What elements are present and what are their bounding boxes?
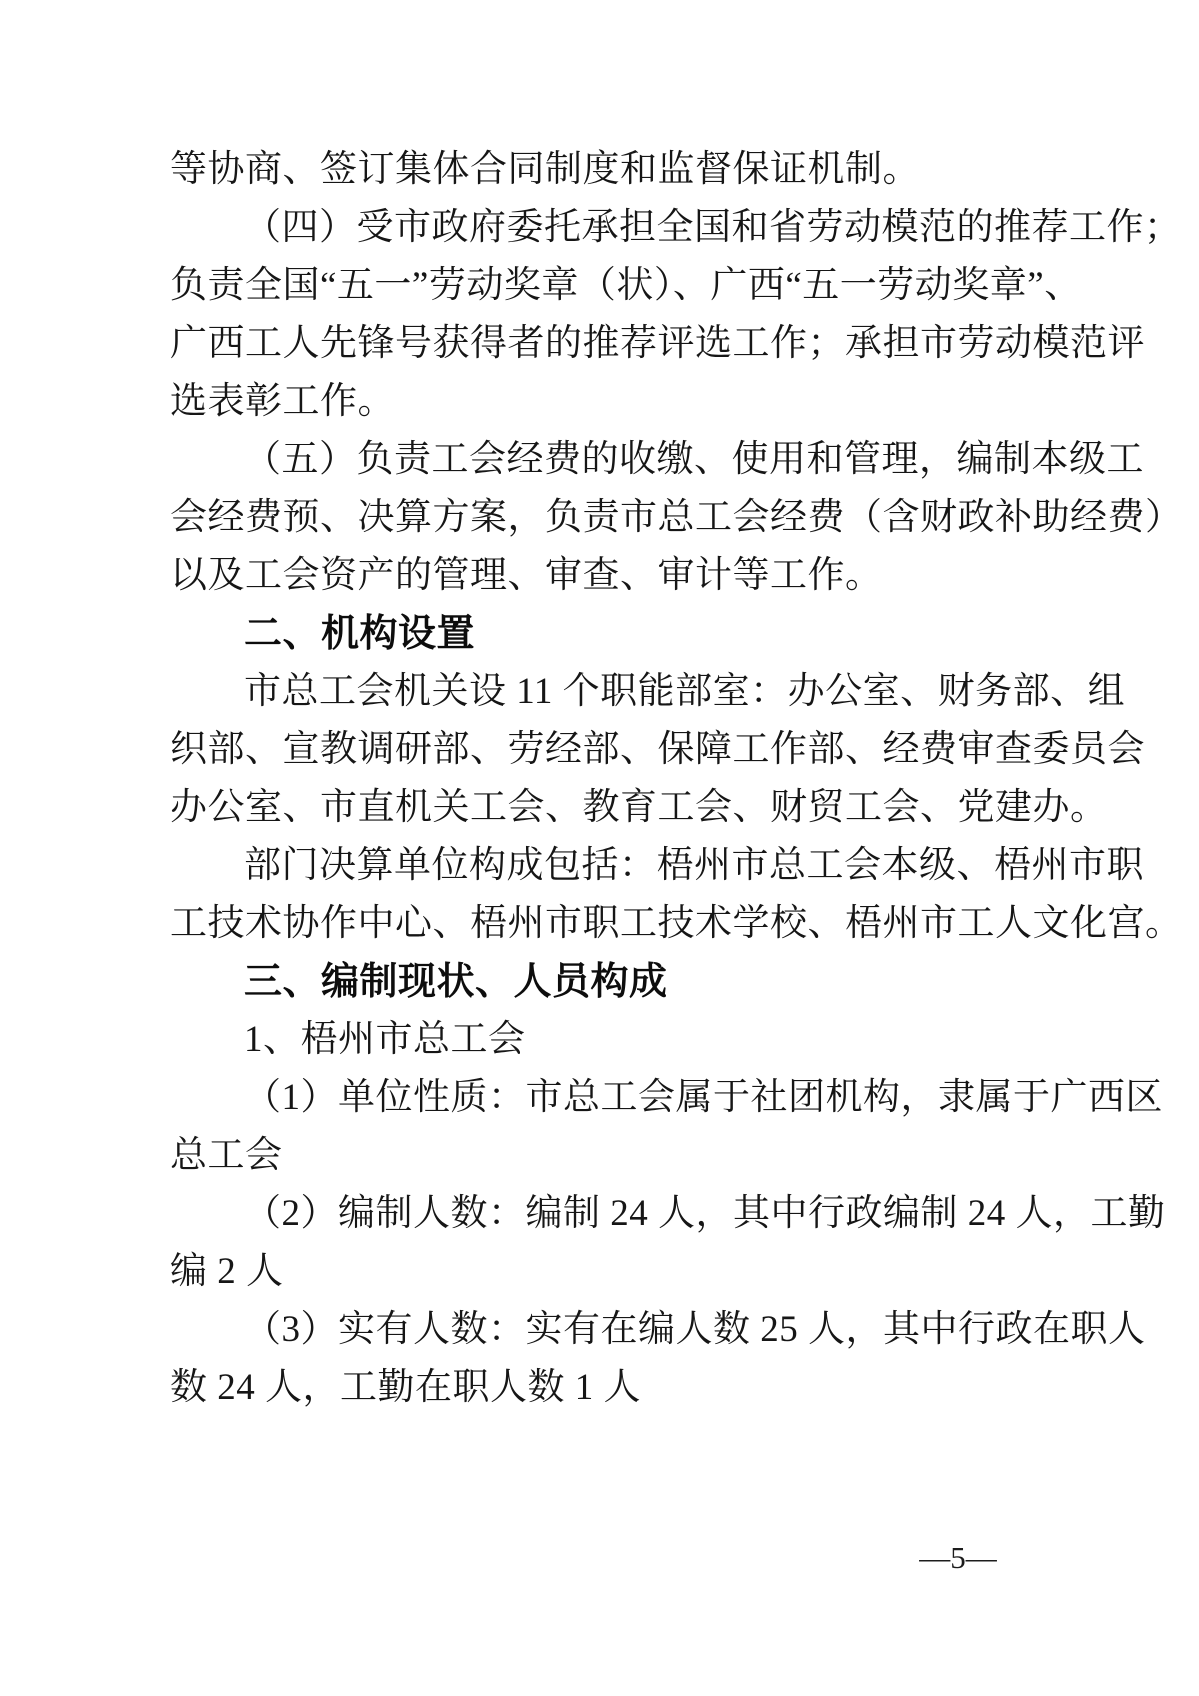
text-line: （2）编制人数：编制 24 人，其中行政编制 24 人，工勤	[244, 1193, 1166, 1234]
page-number: —5—	[919, 1540, 997, 1575]
text-line: 选表彰工作。	[170, 381, 395, 422]
text-line: （五）负责工会经费的收缴、使用和管理，编制本级工	[244, 439, 1144, 480]
text-line: 等协商、签订集体合同制度和监督保证机制。	[170, 149, 920, 190]
text-line: 编 2 人	[170, 1251, 284, 1292]
text-line: 工技术协作中心、梧州市职工技术学校、梧州市工人文化宫。	[170, 903, 1183, 944]
text-line: 数 24 人，工勤在职人数 1 人	[170, 1367, 641, 1408]
text-line: 广西工人先锋号获得者的推荐评选工作；承担市劳动模范评	[170, 323, 1145, 364]
text-line: （1）单位性质：市总工会属于社团机构，隶属于广西区	[244, 1077, 1163, 1118]
text-line: 织部、宣教调研部、劳经部、保障工作部、经费审查委员会	[170, 729, 1145, 770]
section-heading: 二、机构设置	[244, 613, 476, 655]
text-line: 以及工会资产的管理、审查、审计等工作。	[170, 555, 883, 596]
text-line: 市总工会机关设 11 个职能部室：办公室、财务部、组	[244, 671, 1126, 712]
section-heading: 三、编制现状、人员构成	[244, 961, 668, 1003]
text-line: 负责全国“五一”劳动奖章（状）、广西“五一劳动奖章”、	[170, 265, 1082, 306]
text-line: （3）实有人数：实有在编人数 25 人，其中行政在职人	[244, 1309, 1146, 1350]
text-line: 会经费预、决算方案，负责市总工会经费（含财政补助经费）	[170, 497, 1183, 538]
document-body	[170, 141, 1183, 1417]
text-line: （四）受市政府委托承担全国和省劳动模范的推荐工作；	[244, 207, 1182, 248]
text-line: 1、梧州市总工会	[244, 1019, 526, 1060]
text-line: 部门决算单位构成包括：梧州市总工会本级、梧州市职	[244, 845, 1144, 886]
text-line: 总工会	[170, 1135, 283, 1176]
text-line: 办公室、市直机关工会、教育工会、财贸工会、党建办。	[170, 787, 1108, 828]
